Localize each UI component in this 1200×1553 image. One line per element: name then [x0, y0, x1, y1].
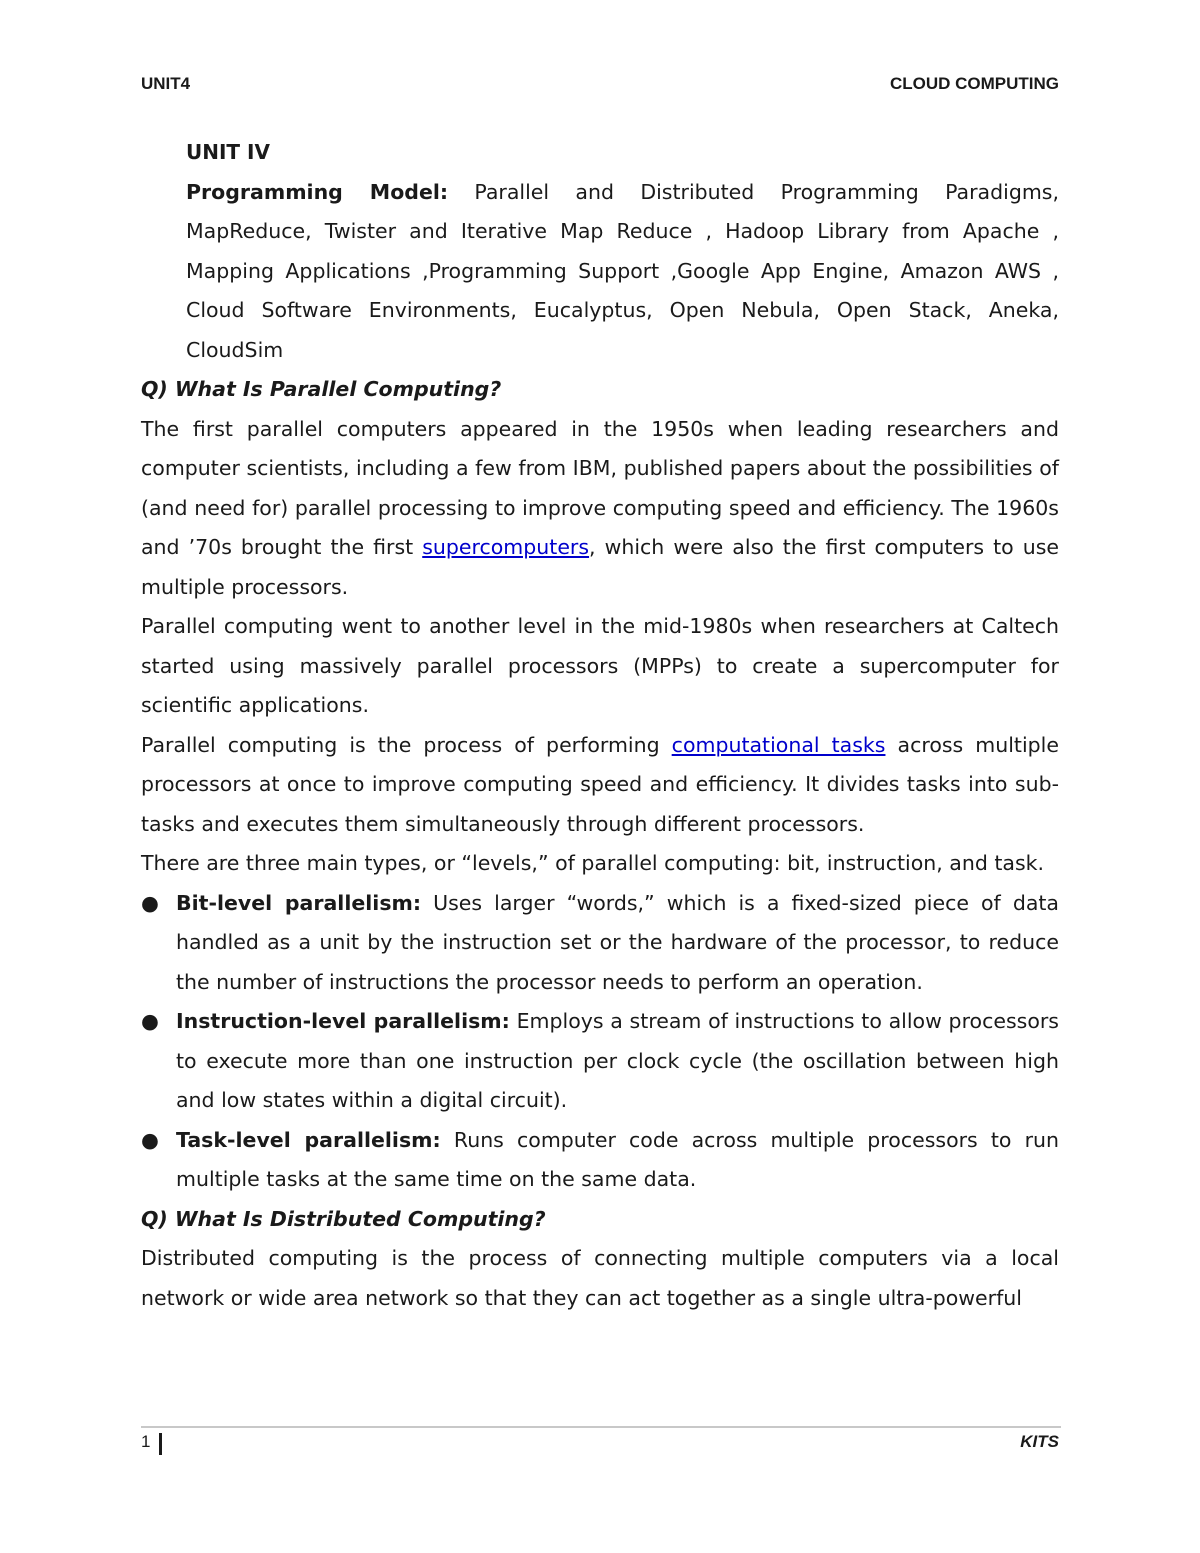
- list-item-desc: Runs computer code across multiple processors to run multiple tasks at the same time on the same data.: [176, 1127, 1059, 1191]
- syllabus-topics: Parallel and Distributed Programming Paradigms, MapReduce, Twister and Iterative Map Reduce , Hadoop Library from Apache , Mapping Applications ,Programming Support ,Google App Engine, Amazon AWS , Cloud Software Environments, Eucalyptus, Open Nebula, Open Stack, Aneka, CloudSim: [186, 179, 1059, 362]
- footer-divider: [141, 1426, 1061, 1428]
- paragraph-text: , which were also the first computers to use multiple processors.: [141, 535, 1059, 599]
- list-item-term: Task-level parallelism:: [176, 1127, 441, 1152]
- bullet-icon: ●: [141, 1127, 159, 1152]
- distributed-paragraph-1: Distributed computing is the process of connecting multiple computers via a local network or wide area network so that they can act together as a single ultra-powerful: [141, 1246, 1059, 1310]
- paragraph-text: The first parallel computers appeared in the 1950s when leading researchers and computer scientists, including a few from IBM, published papers about the possibilities of (and need for) parallel processing to improve computing speed and efficiency. The 1960s and ’70s brought the first: [141, 416, 1059, 559]
- list-item-term: Bit-level parallelism:: [176, 890, 422, 915]
- computational-tasks-link[interactable]: computational tasks: [671, 732, 886, 757]
- parallelism-types-list: [141, 884, 1059, 1200]
- page-header: [141, 74, 1059, 98]
- parallel-paragraph-1: [141, 410, 1059, 608]
- footer-separator: [159, 1433, 162, 1455]
- header-unit-label: UNIT4: [141, 74, 191, 93]
- supercomputers-link[interactable]: supercomputers: [422, 535, 590, 559]
- list-item-desc: Uses larger “words,” which is a fixed-sized piece of data handled as a unit by the instruction set or the hardware of the processor, to reduce the number of instructions the processor needs to perform an operation.: [176, 890, 1059, 994]
- syllabus-label: Programming Model:: [186, 179, 449, 204]
- page-number: 1: [141, 1432, 151, 1451]
- syllabus-text: [186, 173, 1059, 371]
- page-footer: [141, 1432, 1059, 1458]
- question-parallel-title: Q) What Is Parallel Computing?: [141, 377, 502, 401]
- header-subject-label: CLOUD COMPUTING: [889, 74, 1059, 93]
- syllabus-block: [141, 133, 1059, 370]
- list-item-desc: Employs a stream of instructions to allow processors to execute more than one instruction per clock cycle (the oscillation between high and low states within a digital circuit).: [176, 1009, 1059, 1112]
- parallel-paragraph-3: [141, 726, 1059, 845]
- parallel-paragraph-4: There are three main types, or “levels,” of parallel computing: bit, instruction, and task.: [141, 851, 1045, 875]
- list-item: [141, 884, 1059, 1003]
- question-distributed-title: Q) What Is Distributed Computing?: [141, 1206, 546, 1231]
- document-body: [141, 133, 1059, 1318]
- parallel-paragraph-2: Parallel computing went to another level in the mid-1980s when researchers at Caltech started using massively parallel processors (MPPs) to create a supercomputer for scientific applications.: [141, 614, 1059, 717]
- paragraph-text: across multiple processors at once to improve computing speed and efficiency. It divides tasks into sub-tasks and executes them simultaneously through different processors.: [141, 732, 1059, 836]
- bullet-icon: ●: [141, 890, 159, 915]
- list-item: [141, 1002, 1059, 1121]
- paragraph-text: Parallel computing is the process of performing: [141, 732, 672, 757]
- unit-title: UNIT IV: [186, 140, 270, 164]
- list-item: [141, 1121, 1059, 1200]
- list-item-term: Instruction-level parallelism:: [176, 1009, 510, 1033]
- bullet-icon: ●: [141, 1009, 159, 1033]
- footer-institution: KITS: [1020, 1432, 1059, 1451]
